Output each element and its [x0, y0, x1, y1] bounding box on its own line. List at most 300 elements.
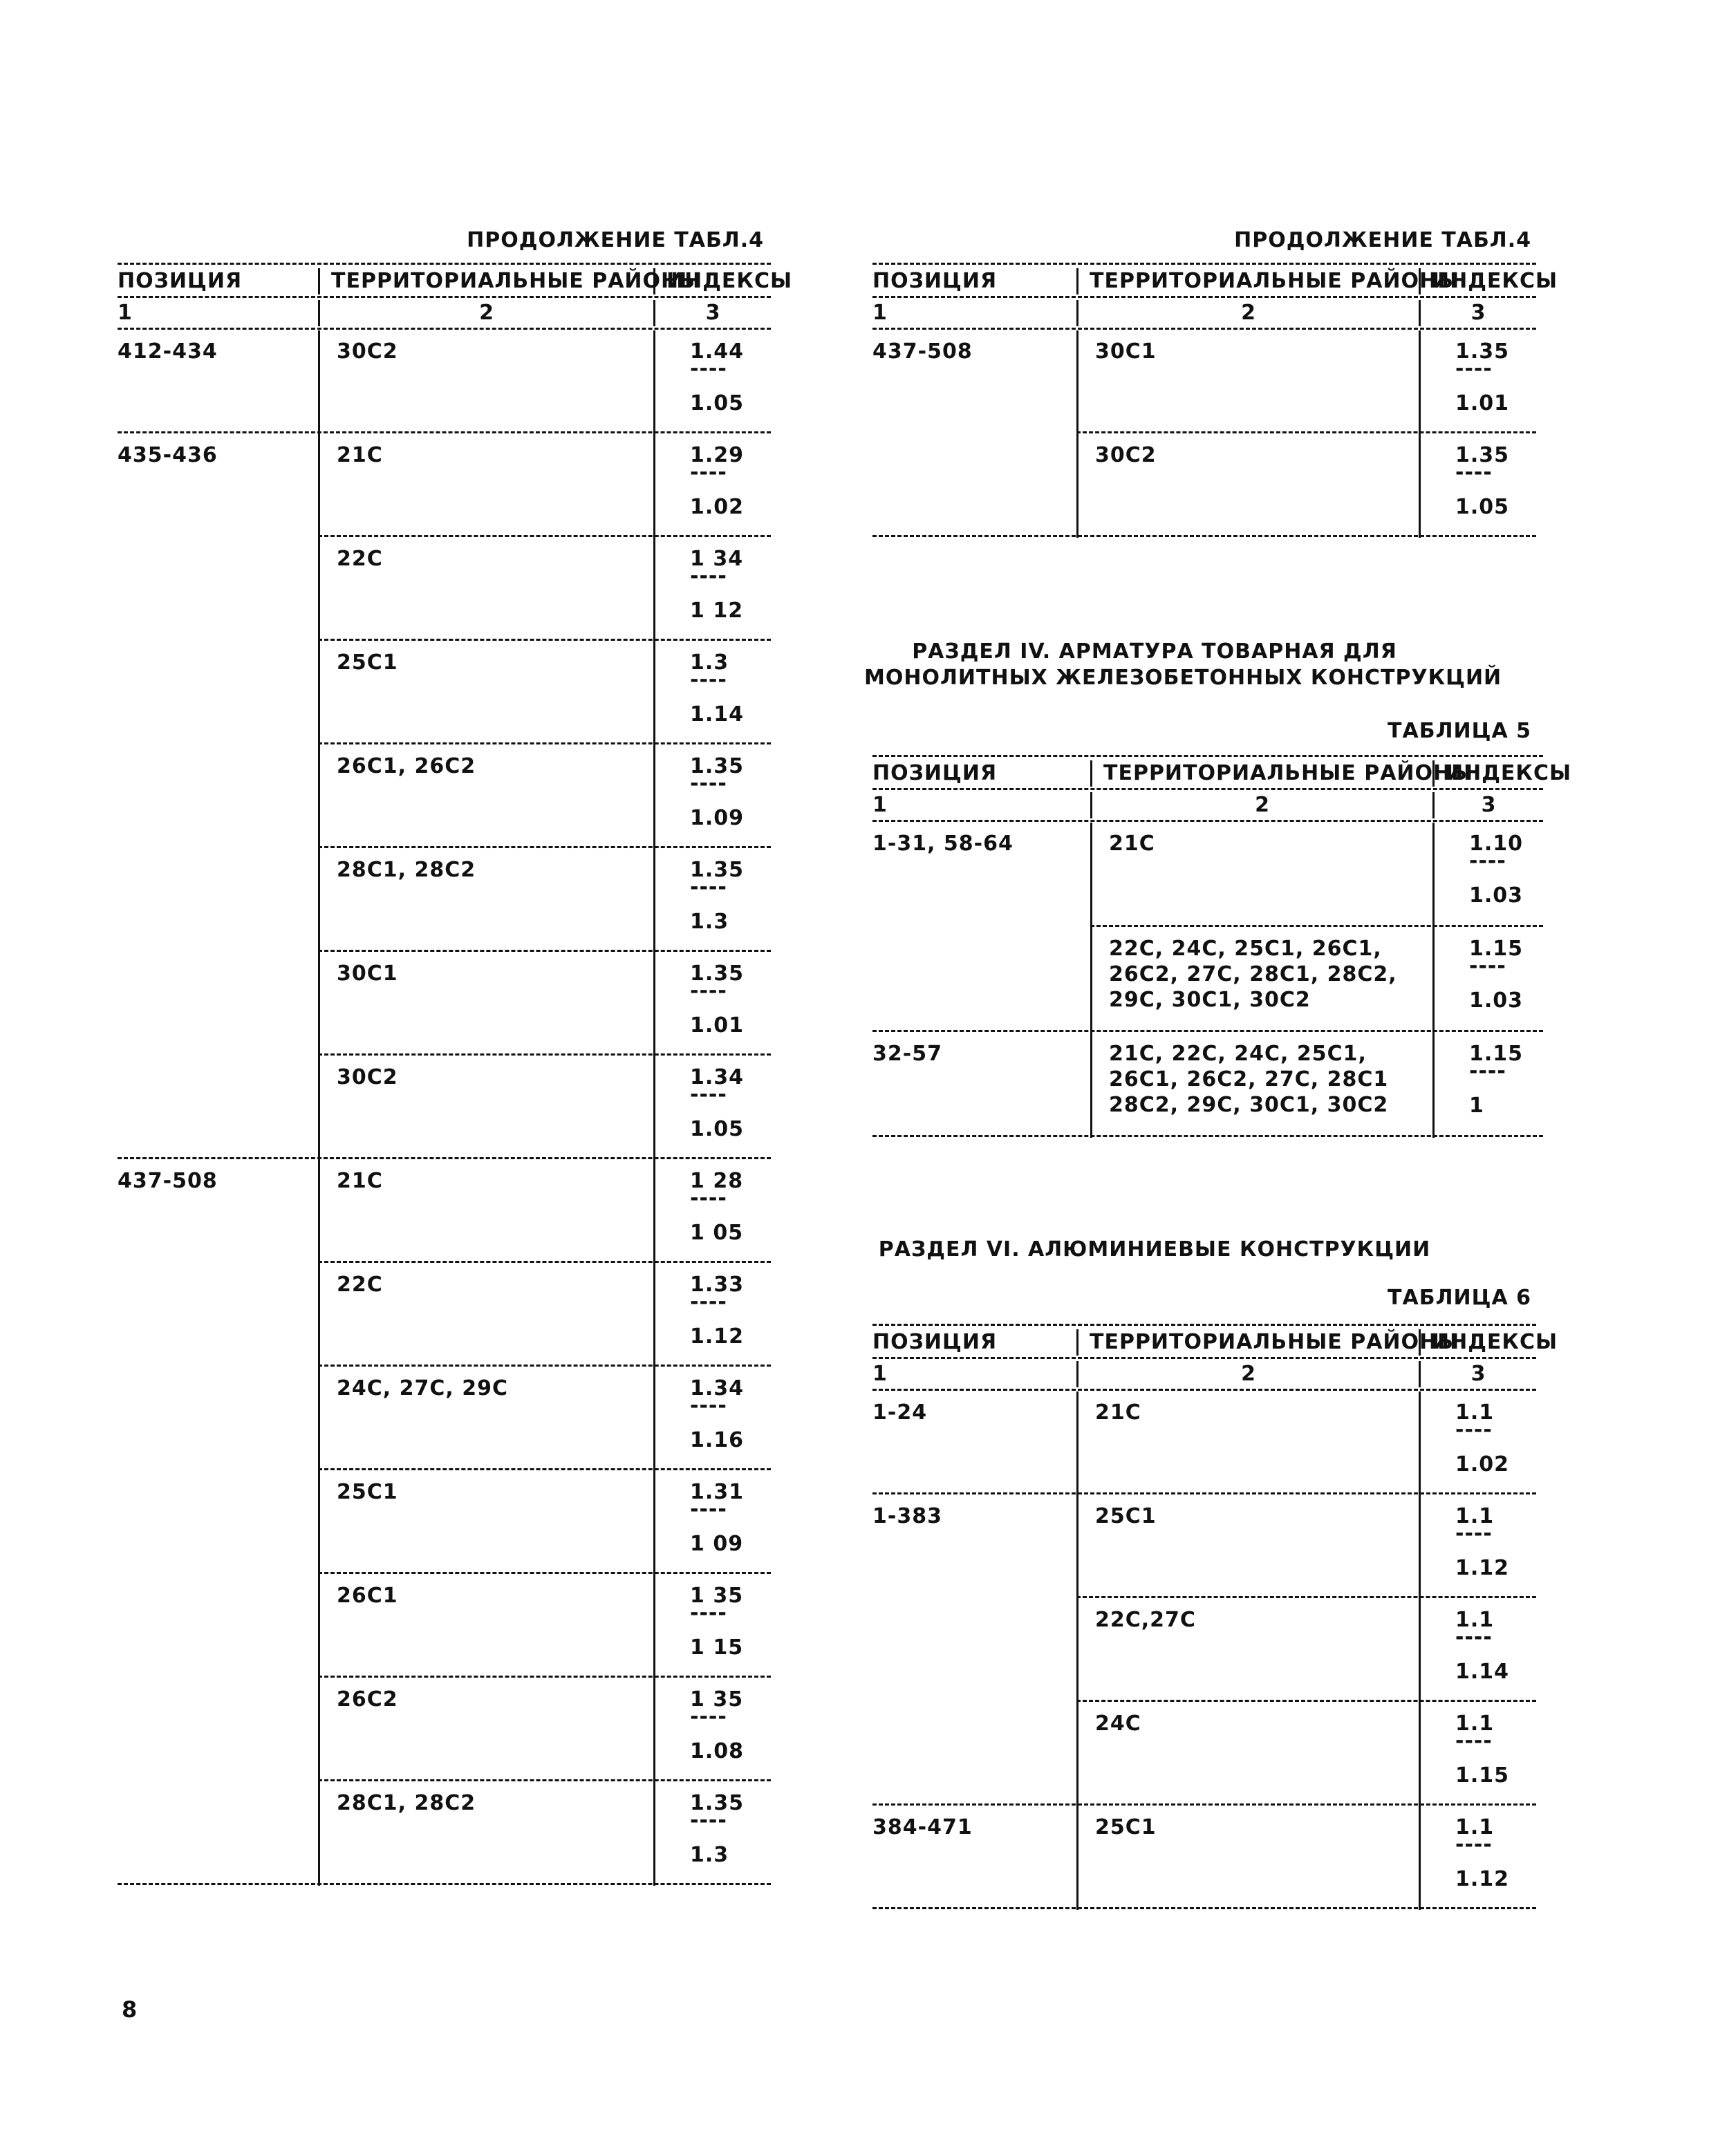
region-cell: 21С	[1095, 1400, 1141, 1425]
region-cell: 22С,27С	[1095, 1608, 1196, 1632]
table-row	[872, 1599, 1536, 1703]
table6-label: ТАБЛИЦА 6	[1388, 1286, 1531, 1310]
index-numerator: 1.35	[690, 1791, 745, 1815]
header-cell-3	[1432, 760, 1572, 787]
index-denominator: 1.09	[690, 806, 745, 830]
row-cell-2	[1076, 1495, 1419, 1599]
row-cell-2	[1090, 928, 1432, 1033]
row-cell-1	[118, 849, 318, 953]
row-cell-3	[1432, 1033, 1543, 1138]
header-position: ПОЗИЦИЯ	[872, 1330, 998, 1354]
index-denominator: 1.05	[690, 1117, 745, 1141]
column-number-row	[872, 1361, 1536, 1387]
region-cell: 21С, 22С, 24С, 25С1,	[1109, 1042, 1367, 1066]
index-fraction-bar: ----	[690, 1082, 727, 1107]
colnum-cell-3	[653, 300, 771, 326]
region-cell: 26С1, 26С2	[337, 754, 476, 778]
row-cell-3	[653, 434, 771, 538]
colnum-cell-1	[872, 1361, 1076, 1387]
row-cell-3	[1419, 1806, 1536, 1910]
row-cell-3	[1419, 1599, 1536, 1703]
section6-title: РАЗДЕЛ VI. АЛЮМИНИЕВЫЕ КОНСТРУКЦИИ	[878, 1237, 1431, 1262]
index-denominator: 1.01	[690, 1013, 745, 1038]
index-numerator: 1.1	[1455, 1712, 1495, 1736]
right-top-table	[872, 263, 1558, 538]
index-denominator: 1.12	[690, 1324, 745, 1349]
colnum-cell-3	[1432, 792, 1543, 818]
row-cell-1	[872, 928, 1090, 1033]
column-number-row	[872, 300, 1536, 326]
region-cell: 28С2, 29С, 30С1, 30С2	[1109, 1093, 1389, 1117]
index-numerator: 1.1	[1455, 1400, 1495, 1425]
row-cell-2	[1076, 1703, 1419, 1806]
row-cell-1	[118, 1471, 318, 1575]
row-rule	[1076, 1596, 1536, 1598]
index-numerator: 1.15	[1469, 937, 1524, 961]
index-numerator: 1.35	[1455, 339, 1510, 364]
index-fraction-bar: ----	[1469, 849, 1506, 873]
row-rule	[318, 1779, 771, 1781]
row-cell-3	[653, 1264, 771, 1367]
index-denominator: 1.05	[690, 391, 745, 415]
index-denominator: 1.14	[1455, 1660, 1510, 1684]
row-cell-1	[118, 330, 318, 434]
header-cell-2	[318, 268, 702, 294]
index-numerator: 1 28	[690, 1169, 744, 1193]
row-rule	[318, 535, 771, 537]
index-numerator: 1 34	[690, 547, 744, 571]
row-cell-1	[872, 1599, 1076, 1703]
header-cell-3	[653, 268, 793, 294]
row-rule	[318, 1572, 771, 1574]
row-cell-2	[318, 1782, 653, 1886]
index-denominator: 1 09	[690, 1532, 744, 1556]
row-cell-2	[318, 1575, 653, 1678]
colnum-cell-2	[1076, 1361, 1419, 1387]
header-rule	[118, 296, 771, 298]
left-continuation-label: ПРОДОЛЖЕНИЕ ТАБЛ.4	[467, 228, 764, 252]
index-fraction-bar: ----	[690, 1497, 727, 1521]
header-rule	[872, 1357, 1536, 1359]
row-rule	[872, 1135, 1543, 1137]
row-cell-1	[872, 1391, 1076, 1495]
row-cell-1	[118, 745, 318, 849]
region-cell: 25С1	[337, 1480, 398, 1504]
index-numerator: 1.35	[1455, 443, 1510, 467]
table-top-rule	[872, 1324, 1536, 1326]
row-cell-3	[1419, 330, 1536, 434]
region-cell: 30С2	[1095, 443, 1157, 467]
table-row	[118, 849, 771, 953]
row-cell-3	[1432, 823, 1543, 928]
region-cell: 21С	[337, 443, 383, 467]
row-cell-3	[653, 1367, 771, 1471]
table-row	[118, 1367, 771, 1471]
index-denominator: 1.15	[1455, 1763, 1510, 1788]
index-numerator: 1.35	[690, 962, 745, 986]
colnum-cell-3	[1419, 300, 1536, 326]
row-rule	[118, 1883, 771, 1885]
row-cell-2	[318, 1160, 653, 1264]
region-cell: 21С	[1109, 832, 1155, 856]
header-cell-2	[1076, 1329, 1460, 1356]
table5-label: ТАБЛИЦА 5	[1388, 719, 1531, 743]
region-cell: 22С	[337, 1273, 383, 1297]
header-regions: ТЕРРИТОРИАЛЬНЫЕ РАЙОНЫ	[331, 269, 702, 293]
right-continuation-label: ПРОДОЛЖЕНИЕ ТАБЛ.4	[1234, 228, 1531, 252]
header-position: ПОЗИЦИЯ	[872, 269, 998, 293]
row-cell-2	[318, 1264, 653, 1367]
table-row	[118, 538, 771, 641]
row-cell-2	[318, 745, 653, 849]
header-cell-2	[1090, 760, 1474, 787]
region-cell: 26С2	[337, 1687, 398, 1712]
index-fraction-bar: ----	[690, 979, 727, 1003]
row-rule	[318, 950, 771, 952]
table-row	[872, 1703, 1536, 1806]
index-numerator: 1.35	[690, 858, 745, 882]
row-rule	[318, 1053, 771, 1056]
table-row	[872, 1806, 1536, 1910]
region-cell: 22С, 24С, 25С1, 26С1,	[1109, 937, 1382, 961]
index-denominator: 1.3	[690, 910, 729, 934]
index-denominator: 1 12	[690, 599, 744, 623]
index-fraction-bar: ----	[1455, 1521, 1493, 1546]
row-cell-2	[318, 330, 653, 434]
index-fraction-bar: ----	[1455, 1832, 1493, 1857]
row-cell-1	[872, 1033, 1090, 1138]
row-cell-2	[318, 1678, 653, 1782]
region-cell: 25С1	[1095, 1815, 1157, 1839]
column-number-1: 1	[872, 301, 888, 325]
region-cell: 30С2	[337, 1065, 398, 1089]
row-cell-2	[1090, 1033, 1432, 1138]
row-cell-3	[653, 1678, 771, 1782]
index-denominator: 1.14	[690, 702, 745, 727]
row-cell-3	[1419, 1391, 1536, 1495]
row-cell-3	[653, 1575, 771, 1678]
index-denominator: 1.16	[690, 1428, 745, 1452]
header-cell-2	[1076, 268, 1460, 294]
table-top-rule	[872, 263, 1536, 265]
table-row	[872, 434, 1536, 538]
row-cell-1	[872, 1495, 1076, 1599]
row-cell-2	[318, 538, 653, 641]
row-cell-1	[118, 434, 318, 538]
region-cell: 30С1	[1095, 339, 1157, 364]
region-cell: 25С1	[337, 650, 398, 675]
row-rule	[318, 1468, 771, 1470]
row-cell-2	[1076, 1391, 1419, 1495]
index-fraction-bar: ----	[1455, 357, 1493, 381]
colnum-cell-1	[118, 300, 318, 326]
table-row	[118, 1160, 771, 1264]
index-numerator: 1.1	[1455, 1608, 1495, 1632]
section4-title-line2: МОНОЛИТНЫХ ЖЕЛЕЗОБЕТОННЫХ КОНСТРУКЦИЙ	[864, 666, 1502, 690]
position-cell: 1-24	[872, 1400, 928, 1425]
index-denominator: 1 05	[690, 1221, 744, 1245]
section4-title-line1: РАЗДЕЛ IV. АРМАТУРА ТОВАРНАЯ ДЛЯ	[912, 639, 1397, 664]
row-cell-2	[318, 1471, 653, 1575]
row-cell-1	[118, 1056, 318, 1160]
column-number-2: 2	[1241, 301, 1256, 325]
colnum-cell-1	[872, 792, 1090, 818]
table-row	[118, 1264, 771, 1367]
region-cell: 26С2, 27С, 28С1, 28С2,	[1109, 962, 1397, 986]
header-indexes: ИНДЕКСЫ	[1432, 269, 1558, 293]
index-numerator: 1.15	[1469, 1042, 1524, 1066]
row-cell-1	[872, 1703, 1076, 1806]
table-top-rule	[872, 755, 1543, 757]
index-numerator: 1 35	[690, 1584, 744, 1608]
index-denominator: 1.3	[690, 1843, 729, 1867]
region-cell: 24С, 27С, 29С	[337, 1376, 508, 1400]
row-cell-2	[1076, 330, 1419, 434]
row-rule	[318, 846, 771, 848]
row-cell-2	[318, 1056, 653, 1160]
row-rule	[318, 639, 771, 641]
index-denominator: 1.01	[1455, 391, 1510, 415]
table-row	[118, 1471, 771, 1575]
index-numerator: 1.44	[690, 339, 745, 364]
header-regions: ТЕРРИТОРИАЛЬНЫЕ РАЙОНЫ	[1103, 761, 1474, 785]
index-numerator: 1.35	[690, 754, 745, 778]
column-number-3: 3	[1470, 1362, 1486, 1386]
column-number-3: 3	[1470, 301, 1486, 325]
index-fraction-bar: ----	[690, 875, 727, 899]
row-cell-3	[653, 953, 771, 1056]
row-cell-3	[653, 1056, 771, 1160]
index-denominator: 1.12	[1455, 1556, 1510, 1580]
region-cell: 29С, 30С1, 30С2	[1109, 988, 1311, 1012]
row-rule	[1076, 1700, 1536, 1702]
index-fraction-bar: ----	[690, 1290, 727, 1314]
header-indexes: ИНДЕКСЫ	[1446, 761, 1572, 785]
row-rule	[872, 535, 1536, 537]
colnum-cell-3	[1419, 1361, 1536, 1387]
index-denominator: 1.05	[1455, 495, 1510, 519]
position-cell: 435-436	[118, 443, 218, 467]
row-cell-3	[1419, 434, 1536, 538]
row-rule	[318, 1676, 771, 1678]
index-fraction-bar: ----	[690, 1601, 727, 1625]
column-number-rule	[872, 328, 1536, 330]
index-numerator: 1.1	[1455, 1815, 1495, 1839]
row-rule	[1090, 925, 1543, 927]
column-number-2: 2	[1255, 793, 1270, 817]
index-numerator: 1.31	[690, 1480, 745, 1504]
table-header-row	[872, 1329, 1558, 1356]
table-row	[872, 1495, 1536, 1599]
row-cell-1	[872, 823, 1090, 928]
row-cell-3	[653, 641, 771, 745]
region-cell: 21С	[337, 1169, 383, 1193]
header-cell-3	[1419, 268, 1558, 294]
table-row	[872, 1033, 1543, 1138]
column-number-2: 2	[1241, 1362, 1256, 1386]
row-cell-1	[872, 330, 1076, 434]
row-rule	[318, 1365, 771, 1367]
position-cell: 32-57	[872, 1042, 942, 1066]
index-denominator: 1	[1469, 1094, 1484, 1118]
row-rule	[118, 431, 771, 433]
column-number-1: 1	[118, 301, 133, 325]
row-cell-1	[118, 1160, 318, 1264]
row-cell-1	[118, 641, 318, 745]
header-position: ПОЗИЦИЯ	[118, 269, 243, 293]
table-header-row	[118, 268, 793, 294]
row-cell-2	[318, 849, 653, 953]
index-denominator: 1.02	[1455, 1452, 1510, 1477]
region-cell: 30С2	[337, 339, 398, 364]
row-cell-3	[653, 1160, 771, 1264]
header-indexes: ИНДЕКСЫ	[666, 269, 793, 293]
table-row	[118, 1782, 771, 1886]
table-row	[118, 1575, 771, 1678]
index-denominator: 1.02	[690, 495, 745, 519]
row-cell-3	[1419, 1703, 1536, 1806]
header-cell-1	[118, 268, 318, 294]
column-number-rule	[872, 1389, 1536, 1391]
row-rule	[872, 1907, 1536, 1909]
table-top-rule	[118, 263, 771, 265]
table-row	[872, 330, 1536, 434]
row-cell-2	[318, 1367, 653, 1471]
header-cell-1	[872, 760, 1090, 787]
table6	[872, 1324, 1558, 1910]
position-cell: 437-508	[118, 1169, 218, 1193]
row-cell-1	[872, 1806, 1076, 1910]
position-cell: 437-508	[872, 339, 973, 364]
row-cell-1	[118, 1782, 318, 1886]
index-denominator: 1.03	[1469, 988, 1524, 1013]
row-rule	[872, 1803, 1536, 1806]
row-cell-2	[1076, 1599, 1419, 1703]
left-table	[118, 263, 793, 1886]
row-cell-3	[653, 330, 771, 434]
header-cell-1	[872, 268, 1076, 294]
table-header-row	[872, 268, 1558, 294]
index-fraction-bar: ----	[690, 1705, 727, 1729]
row-rule	[872, 1030, 1543, 1032]
index-numerator: 1.29	[690, 443, 745, 467]
index-fraction-bar: ----	[690, 771, 727, 796]
column-number-rule	[118, 328, 771, 330]
page-number: 8	[122, 1996, 138, 2023]
row-cell-3	[653, 1471, 771, 1575]
header-regions: ТЕРРИТОРИАЛЬНЫЕ РАЙОНЫ	[1090, 1330, 1460, 1354]
header-cell-1	[872, 1329, 1076, 1356]
table-row	[118, 953, 771, 1056]
header-regions: ТЕРРИТОРИАЛЬНЫЕ РАЙОНЫ	[1090, 269, 1460, 293]
position-cell: 412-434	[118, 339, 218, 364]
header-indexes: ИНДЕКСЫ	[1432, 1330, 1558, 1354]
column-number-2: 2	[479, 301, 494, 325]
column-number-3: 3	[705, 301, 721, 325]
index-fraction-bar: ----	[1469, 954, 1506, 978]
index-numerator: 1.34	[690, 1376, 745, 1400]
index-fraction-bar: ----	[1455, 1418, 1493, 1442]
column-number-1: 1	[872, 1362, 888, 1386]
column-number-row	[118, 300, 771, 326]
index-denominator: 1.03	[1469, 883, 1524, 908]
row-cell-1	[118, 1575, 318, 1678]
header-position: ПОЗИЦИЯ	[872, 761, 998, 785]
index-denominator: 1.12	[1455, 1867, 1510, 1891]
colnum-cell-1	[872, 300, 1076, 326]
row-cell-1	[118, 1367, 318, 1471]
column-number-1: 1	[872, 793, 888, 817]
index-numerator: 1.33	[690, 1273, 745, 1297]
row-cell-2	[318, 434, 653, 538]
row-cell-2	[1090, 823, 1432, 928]
index-denominator: 1 15	[690, 1635, 744, 1660]
row-cell-3	[653, 1782, 771, 1886]
index-fraction-bar: ----	[690, 564, 727, 588]
index-denominator: 1.08	[690, 1739, 745, 1763]
row-rule	[318, 742, 771, 744]
header-rule	[872, 296, 1536, 298]
region-cell: 26С1	[337, 1584, 398, 1608]
row-cell-2	[318, 641, 653, 745]
row-cell-2	[1076, 1806, 1419, 1910]
position-cell: 384-471	[872, 1815, 973, 1839]
region-cell: 28С1, 28С2	[337, 1791, 476, 1815]
region-cell: 22С	[337, 547, 383, 571]
index-numerator: 1.3	[690, 650, 729, 675]
position-cell: 1-31, 58-64	[872, 832, 1014, 856]
row-cell-3	[1419, 1495, 1536, 1599]
region-cell: 28С1, 28С2	[337, 858, 476, 882]
region-cell: 24С	[1095, 1712, 1141, 1736]
column-number-3: 3	[1481, 793, 1497, 817]
index-fraction-bar: ----	[1469, 1059, 1506, 1083]
table-row	[118, 330, 771, 434]
index-fraction-bar: ----	[1455, 1625, 1493, 1649]
table-header-row	[872, 760, 1572, 787]
row-rule	[118, 1157, 771, 1159]
row-rule	[318, 1261, 771, 1263]
header-rule	[872, 788, 1543, 790]
table-row	[872, 823, 1543, 928]
row-cell-2	[318, 953, 653, 1056]
row-cell-2	[1076, 434, 1419, 538]
row-cell-1	[118, 1678, 318, 1782]
table-row	[118, 1056, 771, 1160]
column-number-row	[872, 792, 1543, 818]
index-fraction-bar: ----	[690, 1186, 727, 1210]
index-numerator: 1 35	[690, 1687, 744, 1712]
position-cell: 1-383	[872, 1504, 942, 1528]
row-cell-3	[1432, 928, 1543, 1033]
colnum-cell-2	[1090, 792, 1432, 818]
region-cell: 26С1, 26С2, 27С, 28С1	[1109, 1067, 1389, 1091]
row-cell-3	[653, 745, 771, 849]
row-cell-1	[872, 434, 1076, 538]
table-row	[118, 434, 771, 538]
index-fraction-bar: ----	[690, 668, 727, 692]
row-cell-1	[118, 953, 318, 1056]
index-fraction-bar: ----	[1455, 1729, 1493, 1753]
index-fraction-bar: ----	[690, 460, 727, 485]
table5	[872, 755, 1572, 1138]
table-row	[118, 641, 771, 745]
table-row	[872, 1391, 1536, 1495]
index-fraction-bar: ----	[1455, 460, 1493, 485]
colnum-cell-2	[318, 300, 653, 326]
row-cell-3	[653, 849, 771, 953]
index-fraction-bar: ----	[690, 1808, 727, 1832]
